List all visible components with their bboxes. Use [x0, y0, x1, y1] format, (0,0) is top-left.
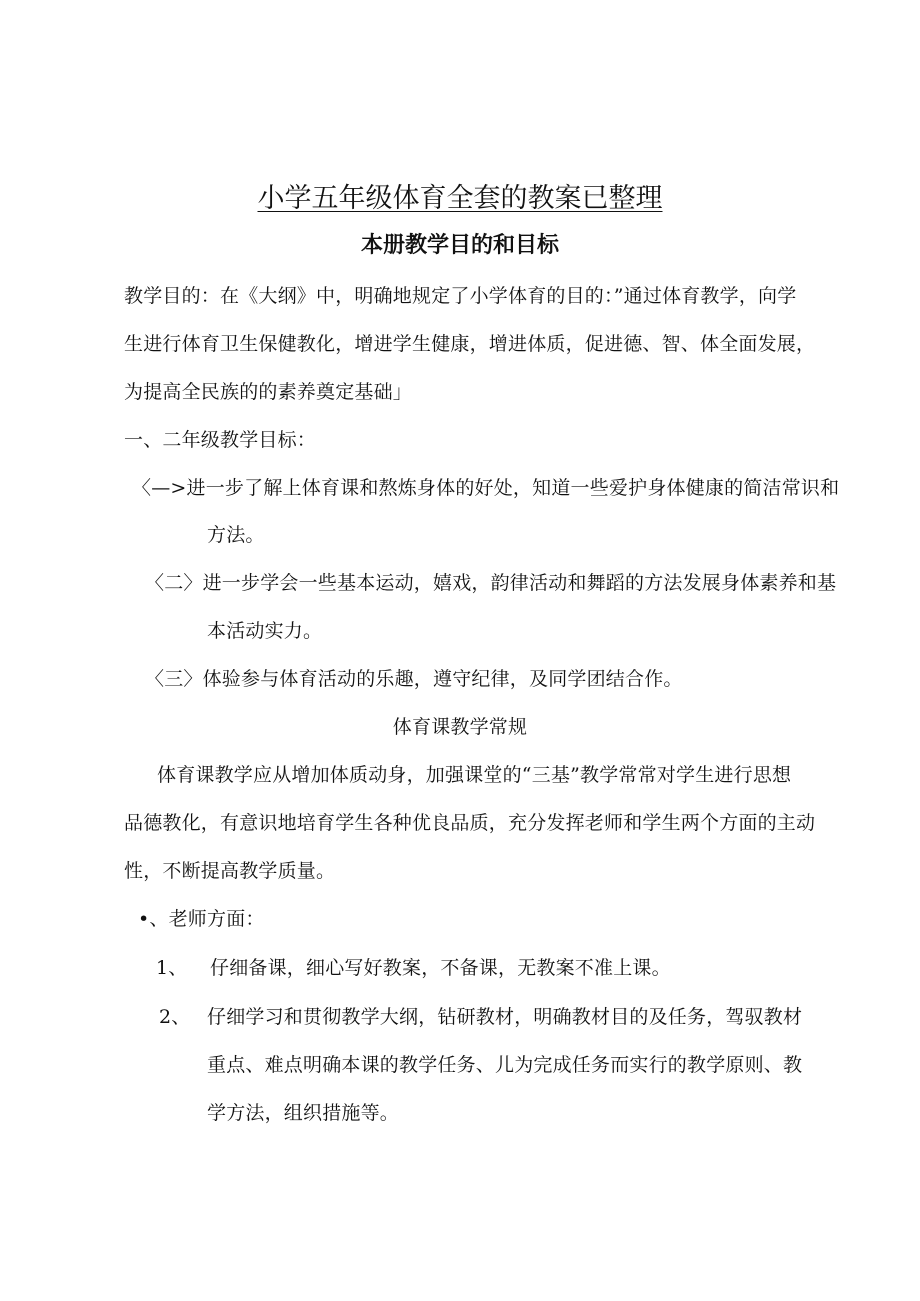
purpose-line-3: 为提高全民族的的素养奠定基础」 — [124, 381, 413, 403]
goal-1-line-1: 〈—>进一步了解上体育课和熬炼身体的好处，知道一些爱护身体健康的简洁常识和 — [132, 477, 840, 499]
purpose-line-1: 教学目的：在《大纲》中，明确地规定了小学体育的目的：”通过体育教学，向学 — [124, 285, 797, 307]
goal-1-line-2: 方法。 — [207, 524, 265, 546]
item-2-line-3: 学方法，组织措施等。 — [207, 1102, 400, 1124]
teacher-heading: •、老师方面： — [138, 908, 265, 930]
routine-line-2: 品德教化，有意识地培育学生各种优良品质，充分发挥老师和学生两个方面的主动 — [124, 812, 816, 834]
routine-line-1: 体育课教学应从增加体质动身，加强课堂的“三基”教学常常对学生进行思想 — [157, 764, 792, 786]
item-2-line-2: 重点、难点明确本课的教学任务、儿为完成任务而实行的教学原则、教 — [207, 1054, 803, 1076]
routine-heading: 体育课教学常规 — [392, 716, 528, 738]
item-2-number: 2、 — [159, 1006, 191, 1028]
routine-line-3: 性，不断提高教学质量。 — [124, 860, 336, 882]
grade-goals-heading: 一、二年级教学目标： — [124, 429, 317, 451]
item-1-number: 1、 — [156, 957, 188, 979]
document-title: 小学五年级体育全套的教案已整理 — [257, 183, 663, 214]
purpose-line-2: 生进行体育卫生保健教化，增进学生健康，增进体质，促进德、智、体全面发展， — [124, 333, 816, 355]
item-1-text: 仔细备课，细心写好教案，不备课，无教案不准上课。 — [210, 957, 671, 979]
item-2-line-1: 仔细学习和贯彻教学大纲，钻研教材，明确教材目的及任务，驾驭教材 — [207, 1006, 803, 1028]
document-subtitle: 本册教学目的和目标 — [360, 233, 559, 258]
goal-2-line-1: 〈二〉进一步学会一些基本运动，嬉戏，韵律活动和舞蹈的方法发展身体素养和基 — [145, 572, 837, 594]
goal-3: 〈三〉体验参与体育活动的乐趣，遵守纪律，及同学团结合作。 — [145, 668, 683, 690]
goal-2-line-2: 本活动实力。 — [207, 620, 323, 642]
